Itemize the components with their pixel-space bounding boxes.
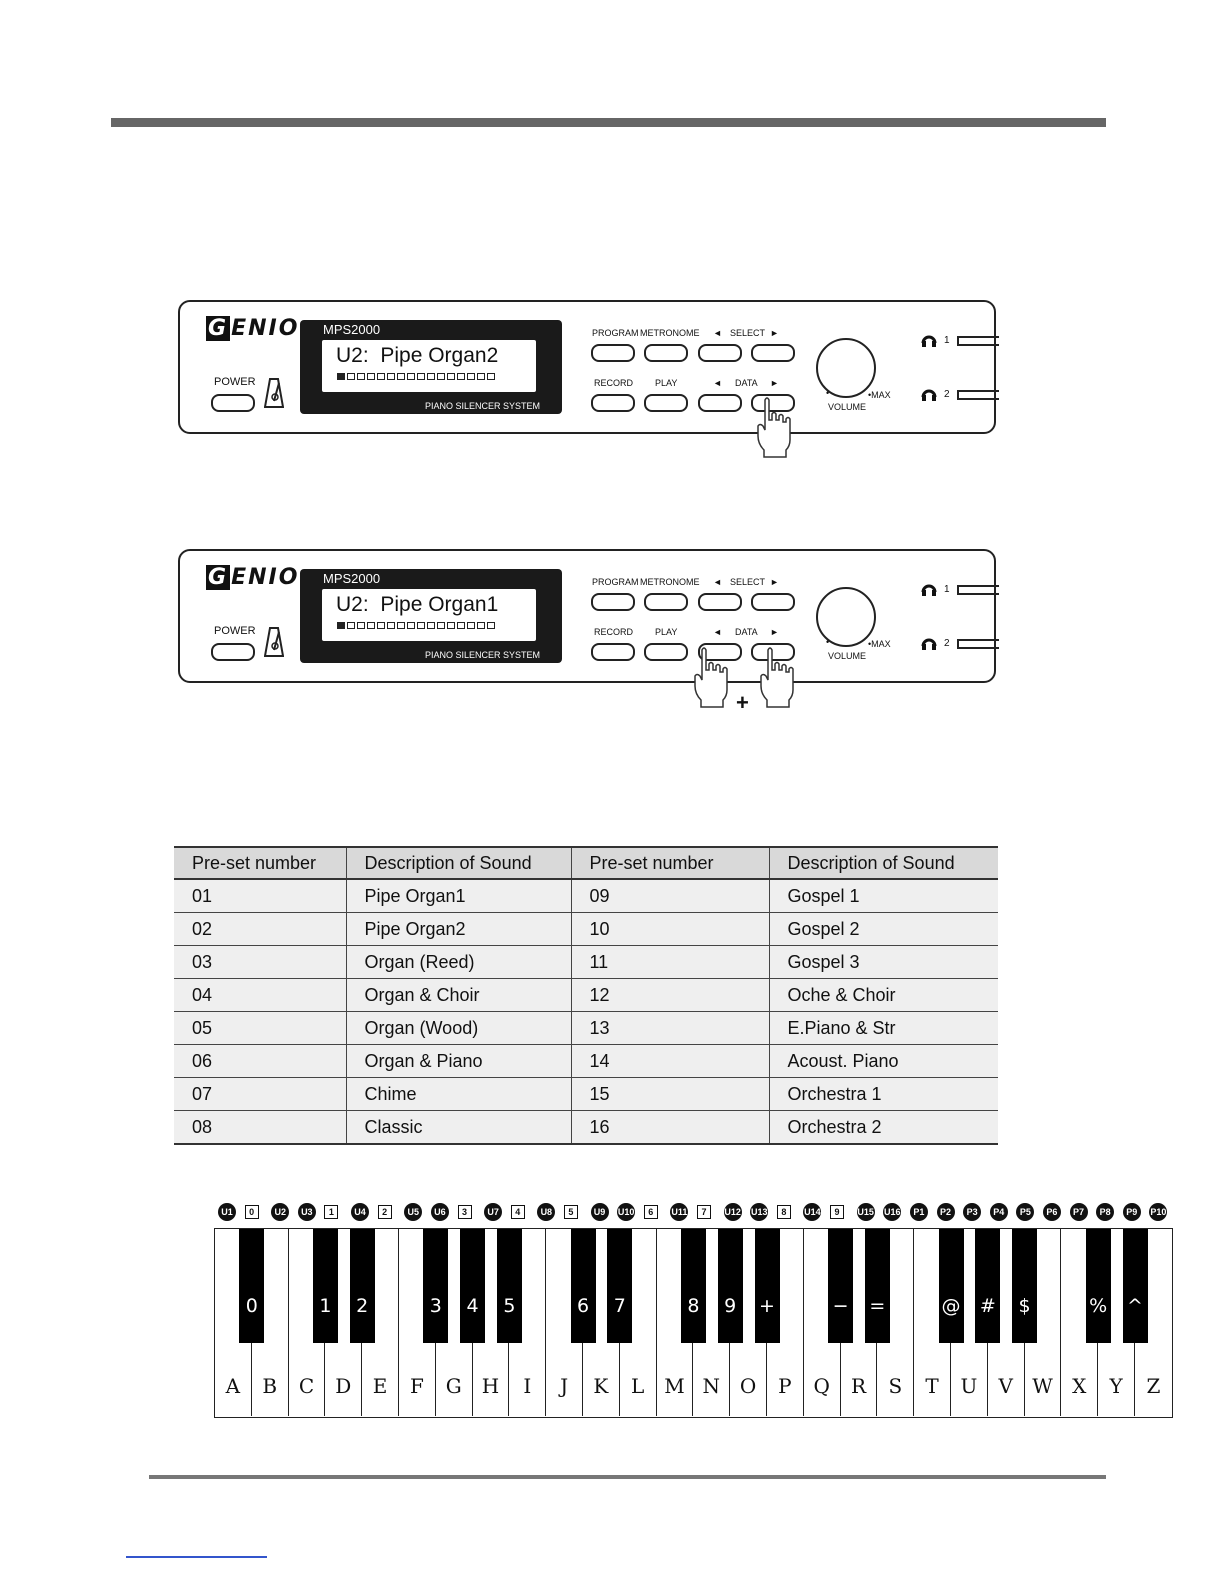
headphone-jack-2[interactable] — [957, 639, 999, 649]
black-key — [460, 1229, 485, 1343]
preset-table — [174, 846, 998, 1145]
white-key-label: J — [560, 1374, 569, 1398]
key-number-mark: 8 — [777, 1205, 791, 1219]
record-label: RECORD — [594, 627, 634, 637]
brand-logo: G ENIO — [208, 316, 300, 341]
black-key-label: 5 — [503, 1295, 516, 1317]
preset-mark: U1 — [218, 1203, 236, 1221]
headphone-icon — [921, 332, 937, 348]
select-left-arrow: ◄ — [713, 328, 722, 338]
lcd-screen — [322, 589, 536, 641]
white-key-label: H — [481, 1374, 500, 1398]
table-row — [174, 946, 998, 979]
play-button[interactable] — [644, 394, 688, 412]
lcd-display — [300, 569, 562, 663]
black-key — [939, 1229, 964, 1343]
table-row — [174, 1012, 998, 1045]
key-number-mark: 6 — [644, 1205, 658, 1219]
table-cell: 14 — [571, 1045, 769, 1078]
black-key-label: = — [869, 1295, 886, 1317]
table-cell: E.Piano & Str — [769, 1012, 998, 1045]
black-key-label: ^ — [1127, 1295, 1143, 1317]
key-number-mark: 3 — [458, 1205, 472, 1219]
preset-mark: U13 — [750, 1203, 768, 1221]
black-key-label: 3 — [429, 1295, 442, 1317]
preset-mark: U4 — [351, 1203, 369, 1221]
white-key-label: Z — [1146, 1374, 1161, 1398]
preset-mark: P6 — [1043, 1203, 1061, 1221]
table-cell: Orchestra 2 — [769, 1111, 998, 1145]
system-label: PIANO SILENCER SYSTEM — [424, 650, 540, 660]
white-key-label: P — [778, 1374, 792, 1398]
power-label: POWER — [214, 376, 256, 388]
black-key-label: # — [979, 1295, 996, 1317]
power-label: POWER — [214, 625, 256, 637]
key-number-mark: 0 — [245, 1205, 259, 1219]
headphone-2-label: 2 — [944, 638, 950, 649]
black-key-label: 2 — [356, 1295, 369, 1317]
table-cell: Gospel 2 — [769, 913, 998, 946]
table-cell: Pipe Organ2 — [346, 913, 571, 946]
black-key-label: 7 — [613, 1295, 626, 1317]
volume-label: VOLUME — [828, 651, 867, 661]
play-label: PLAY — [655, 627, 678, 637]
table-cell: 10 — [571, 913, 769, 946]
preset-mark: U2 — [271, 1203, 289, 1221]
select-right-arrow: ► — [770, 577, 779, 587]
table-cell: 07 — [174, 1078, 346, 1111]
volume-min-dot: • — [826, 637, 830, 647]
preset-mark: U12 — [724, 1203, 742, 1221]
table-row — [174, 979, 998, 1012]
max-label: •MAX — [868, 390, 891, 400]
system-label: PIANO SILENCER SYSTEM — [424, 401, 540, 411]
table-cell: 13 — [571, 1012, 769, 1045]
black-key-label: − — [832, 1295, 849, 1317]
table-cell: 08 — [174, 1111, 346, 1145]
column-header: Pre-set number — [571, 847, 769, 879]
white-key-label: E — [372, 1374, 388, 1398]
white-key-label: R — [850, 1374, 867, 1398]
white-key-label: Q — [813, 1374, 830, 1398]
black-key — [718, 1229, 743, 1343]
black-key — [828, 1229, 853, 1343]
key-number-mark: 7 — [697, 1205, 711, 1219]
black-key-label: 6 — [576, 1295, 590, 1317]
table-row — [174, 1078, 998, 1111]
headphone-icon — [921, 635, 937, 651]
volume-knob[interactable] — [816, 587, 876, 647]
table-row — [174, 879, 998, 913]
headphone-jack-2[interactable] — [957, 390, 999, 400]
device-panel-1 — [178, 300, 996, 434]
black-key-label: @ — [941, 1295, 961, 1317]
headphone-jack-1[interactable] — [957, 336, 999, 346]
white-key-label: O — [739, 1374, 757, 1398]
select-right-button[interactable] — [751, 344, 795, 362]
white-key-label: A — [225, 1374, 241, 1398]
metronome-icon — [264, 377, 284, 409]
table-row — [174, 1045, 998, 1078]
table-cell: Gospel 1 — [769, 879, 998, 913]
model-label: MPS2000 — [323, 322, 381, 337]
white-key-label: S — [888, 1374, 903, 1398]
metronome-label: METRONOME — [640, 328, 700, 338]
headphone-jack-1[interactable] — [957, 585, 999, 595]
preset-mark: U16 — [883, 1203, 901, 1221]
headphone-1-label: 1 — [944, 584, 950, 595]
pointing-hand-icon — [753, 396, 795, 458]
table-row — [174, 1111, 998, 1145]
preset-mark: U11 — [670, 1203, 688, 1221]
key-mark-strip — [216, 1203, 1174, 1223]
table-cell: Acoust. Piano — [769, 1045, 998, 1078]
volume-label: VOLUME — [828, 402, 867, 412]
table-header-row — [174, 847, 998, 879]
table-cell: 05 — [174, 1012, 346, 1045]
white-key-label: K — [593, 1374, 609, 1398]
white-key-label: M — [664, 1374, 685, 1398]
white-key-label: V — [998, 1374, 1013, 1398]
key-number-mark: 1 — [324, 1205, 338, 1219]
metronome-button[interactable] — [644, 344, 688, 362]
lcd-display — [300, 320, 562, 414]
table-cell: Oche & Choir — [769, 979, 998, 1012]
table-cell: Chime — [346, 1078, 571, 1111]
black-key-label: $ — [1018, 1295, 1031, 1317]
preset-mark: U10 — [617, 1203, 635, 1221]
play-label: PLAY — [655, 378, 678, 388]
table-row — [174, 913, 998, 946]
table-cell: 11 — [571, 946, 769, 979]
table-cell: 09 — [571, 879, 769, 913]
preset-mark: U3 — [298, 1203, 316, 1221]
record-button[interactable] — [591, 394, 635, 412]
plus-sign: + — [736, 690, 749, 715]
table-cell: Organ & Choir — [346, 979, 571, 1012]
table-cell: 04 — [174, 979, 346, 1012]
black-key — [975, 1229, 1000, 1343]
column-header: Description of Sound — [346, 847, 571, 879]
black-key — [313, 1229, 338, 1343]
preset-mark: U14 — [803, 1203, 821, 1221]
metronome-icon — [264, 626, 284, 658]
preset-mark: U9 — [591, 1203, 609, 1221]
black-key-label: + — [759, 1295, 775, 1317]
black-key — [1086, 1229, 1111, 1343]
white-key-label: T — [925, 1374, 939, 1398]
white-key-label: G — [445, 1374, 462, 1398]
select-left-button[interactable] — [698, 593, 742, 611]
preset-mark: U15 — [857, 1203, 875, 1221]
white-key-label: F — [409, 1374, 424, 1398]
program-label: PROGRAM — [592, 577, 639, 587]
select-left-arrow: ◄ — [713, 577, 722, 587]
preset-mark: U7 — [484, 1203, 502, 1221]
data-right-arrow: ► — [770, 378, 779, 388]
select-label: SELECT — [730, 328, 766, 338]
table-cell: Orchestra 1 — [769, 1078, 998, 1111]
white-key-label: Y — [1109, 1374, 1123, 1398]
volume-min-dot: • — [826, 388, 830, 398]
key-number-mark: 5 — [564, 1205, 578, 1219]
header-rule — [111, 118, 1106, 127]
play-button[interactable] — [644, 643, 688, 661]
preset-mark: P7 — [1070, 1203, 1088, 1221]
black-key-label: 9 — [724, 1295, 737, 1317]
footer-rule — [149, 1475, 1106, 1479]
table-cell: Classic — [346, 1111, 571, 1145]
select-right-arrow: ► — [770, 328, 779, 338]
table-cell: 12 — [571, 979, 769, 1012]
black-key — [1012, 1229, 1037, 1343]
brand-logo: G ENIO — [208, 565, 300, 590]
headphone-icon — [921, 581, 937, 597]
program-label: PROGRAM — [592, 328, 639, 338]
table-cell: Pipe Organ1 — [346, 879, 571, 913]
table-cell: 06 — [174, 1045, 346, 1078]
table-cell: Organ (Reed) — [346, 946, 571, 979]
preset-mark: U6 — [431, 1203, 449, 1221]
table-cell: 01 — [174, 879, 346, 913]
black-key-label: 1 — [319, 1295, 332, 1317]
level-meter — [337, 622, 495, 629]
headphone-1-label: 1 — [944, 335, 950, 346]
black-key — [865, 1229, 890, 1343]
black-key — [239, 1229, 264, 1343]
white-key-label: I — [523, 1374, 532, 1398]
lcd-screen — [322, 340, 536, 392]
metronome-button[interactable] — [644, 593, 688, 611]
table-cell: 16 — [571, 1111, 769, 1145]
table-cell: Organ (Wood) — [346, 1012, 571, 1045]
select-label: SELECT — [730, 577, 766, 587]
preset-mark: P9 — [1123, 1203, 1141, 1221]
model-label: MPS2000 — [323, 571, 381, 586]
table-cell: Organ & Piano — [346, 1045, 571, 1078]
pointing-hand-icon — [690, 646, 732, 708]
black-key — [350, 1229, 375, 1343]
black-key — [1123, 1229, 1148, 1343]
preset-mark: P5 — [1016, 1203, 1034, 1221]
record-label: RECORD — [594, 378, 634, 388]
white-key-label: W — [1032, 1374, 1053, 1398]
power-button[interactable] — [211, 643, 255, 661]
black-key — [497, 1229, 522, 1343]
black-key — [755, 1229, 780, 1343]
column-header: Description of Sound — [769, 847, 998, 879]
white-key-label: L — [631, 1374, 645, 1398]
preset-mark: U5 — [404, 1203, 422, 1221]
white-key-label: D — [335, 1374, 352, 1398]
pointing-hand-icon — [756, 646, 798, 708]
preset-mark: U8 — [537, 1203, 555, 1221]
max-label: •MAX — [868, 639, 891, 649]
data-left-arrow: ◄ — [713, 627, 722, 637]
device-panel-2 — [178, 549, 996, 683]
white-key-label: C — [298, 1374, 315, 1398]
preset-mark: P8 — [1096, 1203, 1114, 1221]
preset-mark: P3 — [963, 1203, 981, 1221]
black-key — [681, 1229, 706, 1343]
white-key-label: U — [960, 1374, 978, 1398]
keyboard-diagram — [214, 1228, 1173, 1418]
table-cell: 02 — [174, 913, 346, 946]
select-right-button[interactable] — [751, 593, 795, 611]
display-text: U2: Pipe Organ2 — [336, 344, 499, 367]
key-number-mark: 2 — [378, 1205, 392, 1219]
preset-mark: P10 — [1149, 1203, 1167, 1221]
black-key-label: % — [1089, 1295, 1108, 1317]
headphone-2-label: 2 — [944, 389, 950, 400]
black-key-label: 8 — [687, 1295, 700, 1317]
table-cell: 03 — [174, 946, 346, 979]
headphone-icon — [921, 386, 937, 402]
level-meter — [337, 373, 495, 380]
display-text: U2: Pipe Organ1 — [336, 593, 499, 616]
black-key — [607, 1229, 632, 1343]
data-label: DATA — [735, 378, 758, 388]
program-button[interactable] — [591, 344, 635, 362]
data-left-button[interactable] — [698, 394, 742, 412]
data-label: DATA — [735, 627, 758, 637]
preset-mark: P2 — [937, 1203, 955, 1221]
black-key-label: 4 — [466, 1295, 479, 1317]
metronome-label: METRONOME — [640, 577, 700, 587]
key-number-mark: 9 — [830, 1205, 844, 1219]
table-cell: Gospel 3 — [769, 946, 998, 979]
program-button[interactable] — [591, 593, 635, 611]
record-button[interactable] — [591, 643, 635, 661]
black-key-label: 0 — [245, 1295, 258, 1317]
white-key-label: N — [702, 1374, 721, 1398]
volume-knob[interactable] — [816, 338, 876, 398]
data-left-arrow: ◄ — [713, 378, 722, 388]
preset-mark: P4 — [990, 1203, 1008, 1221]
select-left-button[interactable] — [698, 344, 742, 362]
white-key-label: X — [1072, 1374, 1087, 1398]
footer-link-underline — [126, 1556, 267, 1558]
table-cell: 15 — [571, 1078, 769, 1111]
black-key — [423, 1229, 448, 1343]
data-right-arrow: ► — [770, 627, 779, 637]
white-key-label: B — [262, 1374, 278, 1398]
power-button[interactable] — [211, 394, 255, 412]
preset-mark: P1 — [910, 1203, 928, 1221]
column-header: Pre-set number — [174, 847, 346, 879]
black-key — [571, 1229, 596, 1343]
key-number-mark: 4 — [511, 1205, 525, 1219]
